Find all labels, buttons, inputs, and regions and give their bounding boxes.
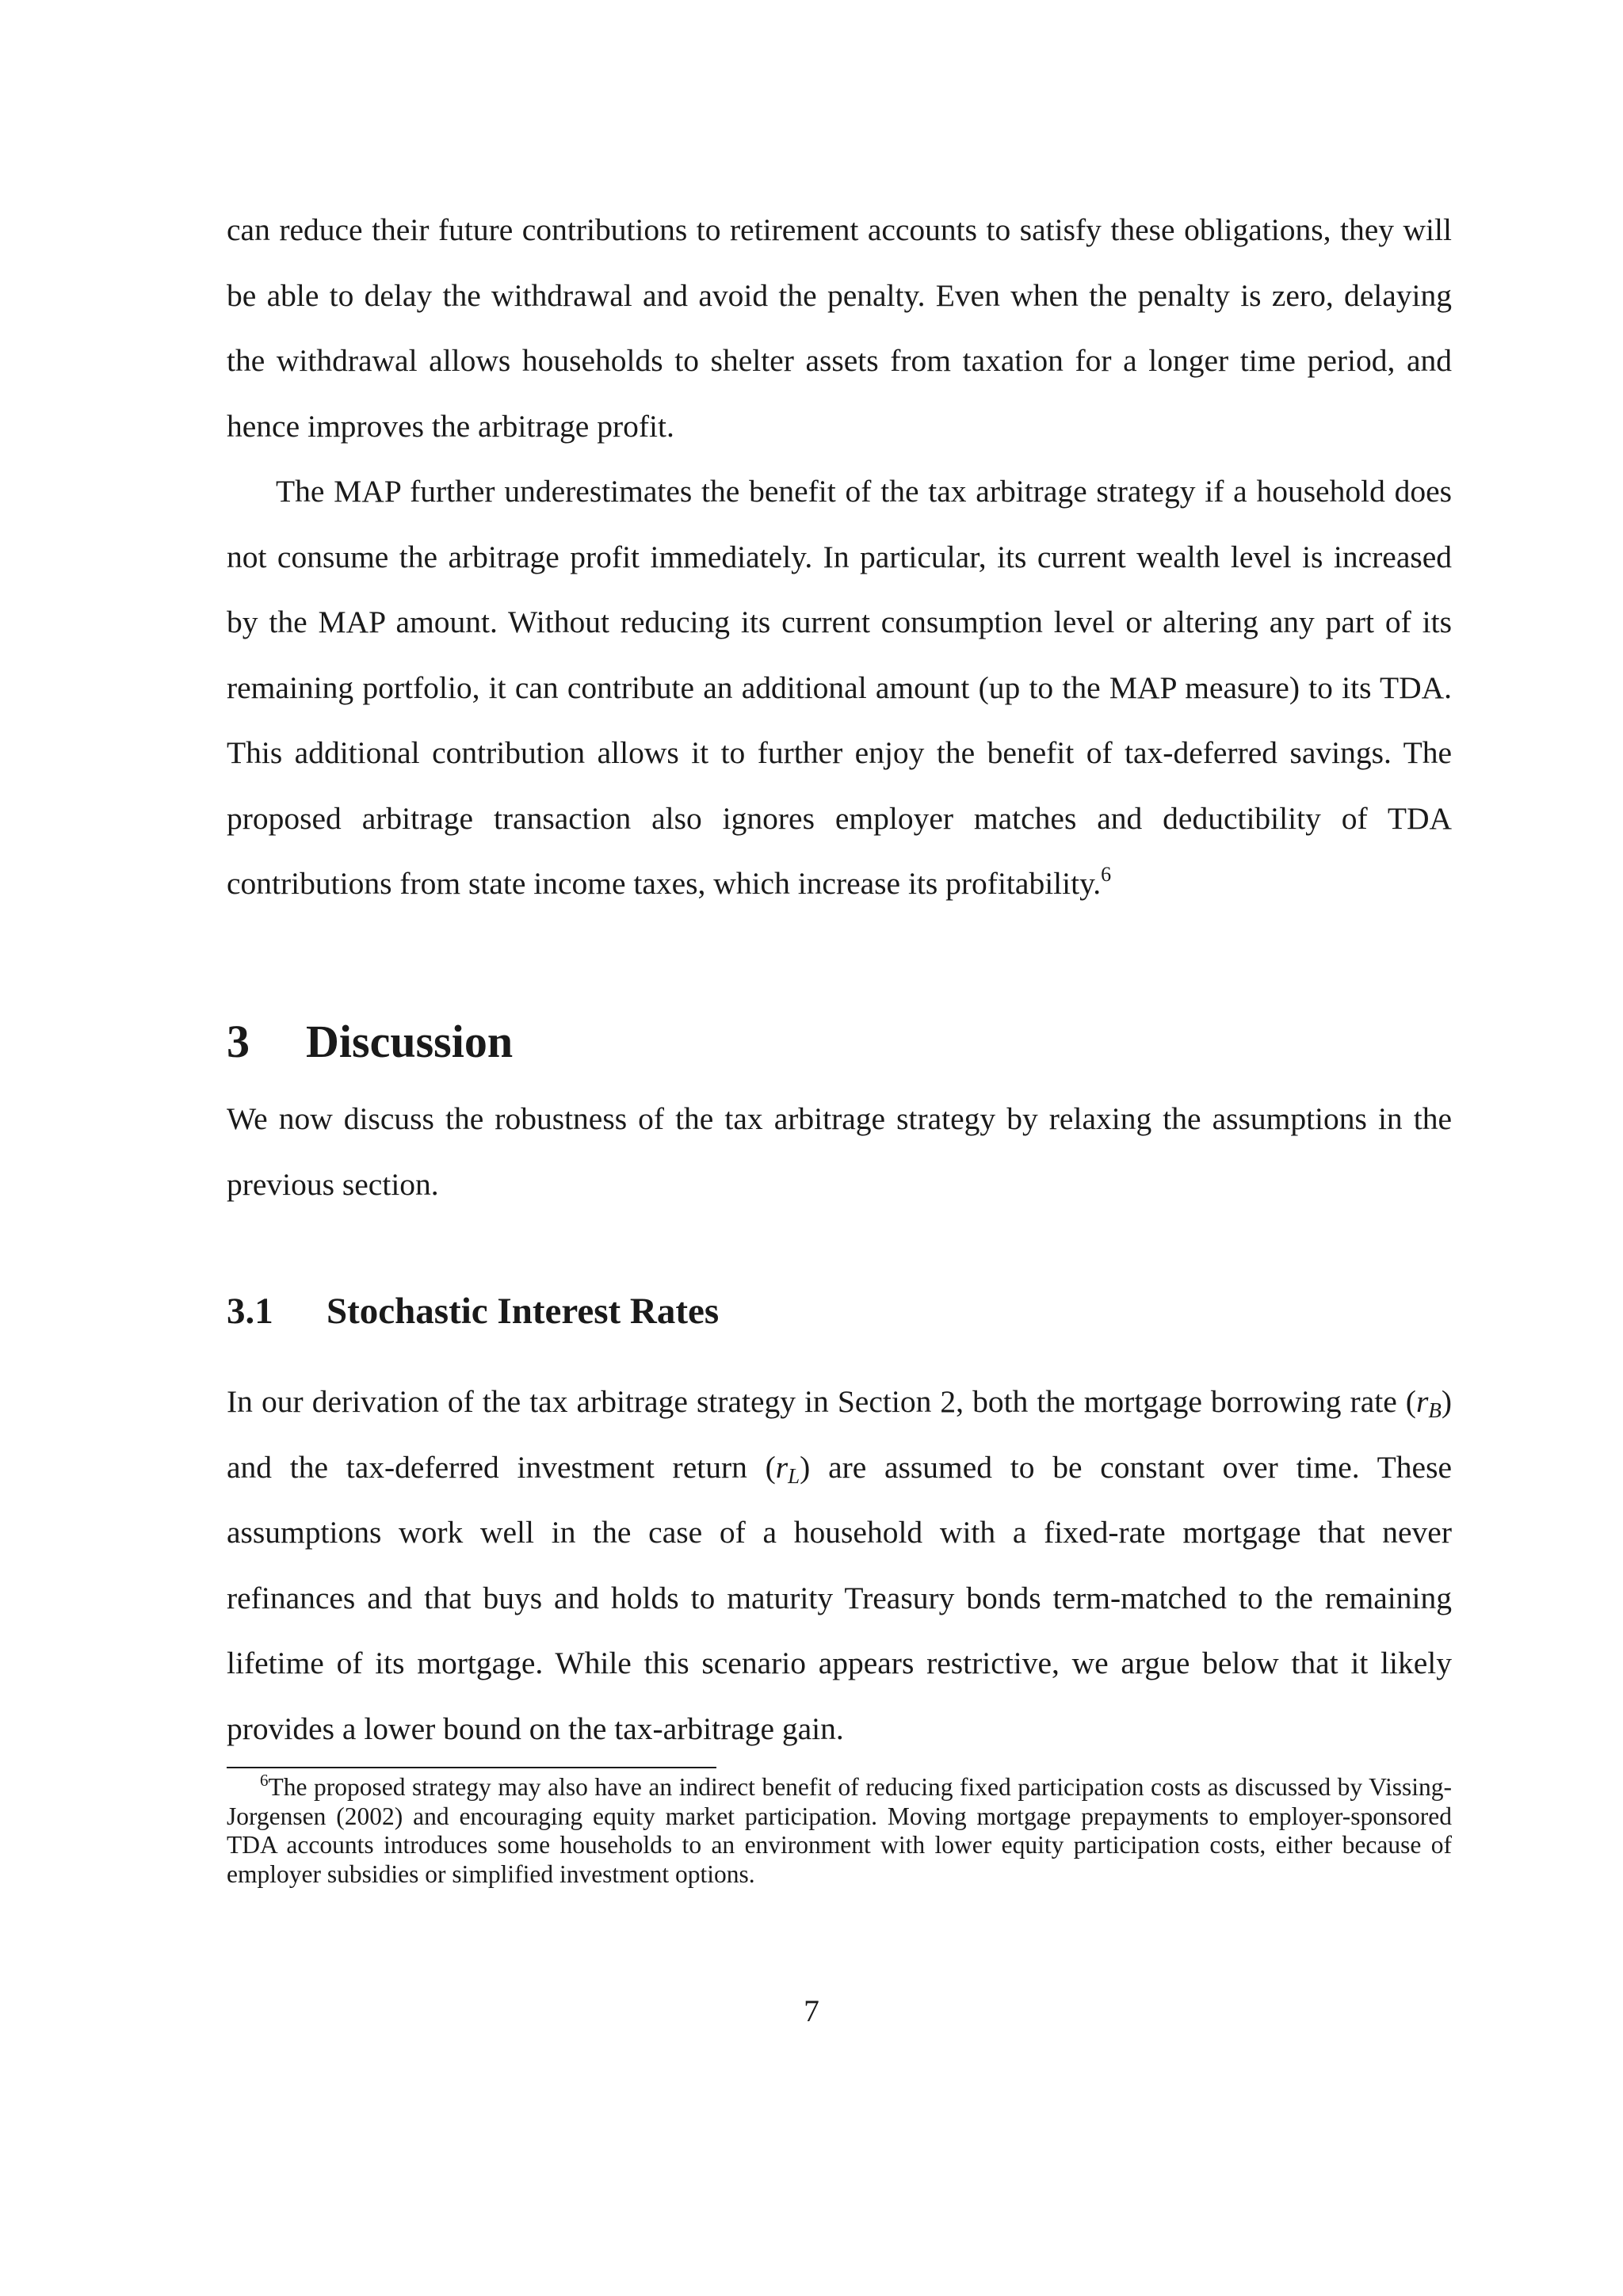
- paragraph-2-text: The MAP further underestimates the benefit of the tax arbitrage strategy if a household does not consume the arbitrage profit immediately. In particular, its current wealth level is increased by the MAP amount. Without reducing its current consumption level or altering any part of its remaining portfolio, it can contribute an additional amount (up to the MAP measure) to its TDA. This additional contribution allows it to further enjoy the benefit of tax-deferred savings. The proposed arbitrage transaction also ignores employer matches and deductibility of TDA contributions from state income taxes, which increase its profitability.: [227, 474, 1452, 901]
- paragraph-3-text: We now discuss the robustness of the tax arbitrage strategy by relaxing the assumptions in the previous section.: [227, 1101, 1452, 1202]
- body-paragraph-1: [227, 197, 1452, 459]
- math-r-b-base: r: [1415, 1384, 1429, 1419]
- footnote-text: The proposed strategy may also have an indirect benefit of reducing fixed participation costs as discussed by Vissing-Jorgensen (2002) and encouraging equity market participation. Moving mortgage prepayments to employer-sponsored TDA accounts introduces some households to an environment with lower equity participation costs, either because of employer subsidies or simplified investment options.: [227, 1773, 1452, 1888]
- footnote-6: [227, 1773, 1452, 1889]
- paragraph-4-text-c: ) are assumed to be constant over time. These assumptions work well in the case of a household with a fixed-rate mortgage that never refinances and that buys and holds to maturity Treasury bonds term-matched to the remaining lifetime of its mortgage. While this scenario appears restrictive, we argue below that it likely provides a lower bound on the tax-arbitrage gain.: [227, 1449, 1452, 1746]
- footnote-mark: 6: [260, 1771, 269, 1790]
- math-r-l: [775, 1449, 800, 1488]
- footnote-reference-6[interactable]: 6: [1101, 863, 1112, 886]
- subsection-title: Stochastic Interest Rates: [327, 1291, 720, 1332]
- paragraph-1-text: can reduce their future contributions to retirement accounts to satisfy these obligations, they will be able to delay the withdrawal and avoid the penalty. Even when the penalty is zero, delaying the withdrawal allows households to shelter assets from taxation for a longer time period, and hence improves the arbitrage profit.: [227, 212, 1452, 444]
- body-paragraph-3: [227, 1086, 1452, 1217]
- subsection-number: 3.1: [227, 1291, 273, 1332]
- section-heading: [227, 1014, 513, 1070]
- section-number: 3: [227, 1016, 250, 1067]
- section-title: Discussion: [306, 1016, 514, 1067]
- math-r-l-subscript: L: [788, 1463, 800, 1488]
- math-r-b: [1415, 1384, 1442, 1422]
- paragraph-4-text-a: In our derivation of the tax arbitrage strategy in Section 2, both the mortgage borrowing rate (: [227, 1384, 1416, 1419]
- body-paragraph-2: [227, 459, 1452, 917]
- math-r-l-base: r: [775, 1449, 789, 1485]
- page-number: 7: [804, 1993, 819, 2028]
- paragraph-4-text-b: ) and the tax-deferred investment return (: [227, 1384, 1452, 1485]
- footnote-divider: [227, 1767, 716, 1768]
- body-paragraph-4: [227, 1369, 1452, 1761]
- math-r-b-subscript: B: [1428, 1398, 1442, 1422]
- subsection-heading: [227, 1287, 719, 1335]
